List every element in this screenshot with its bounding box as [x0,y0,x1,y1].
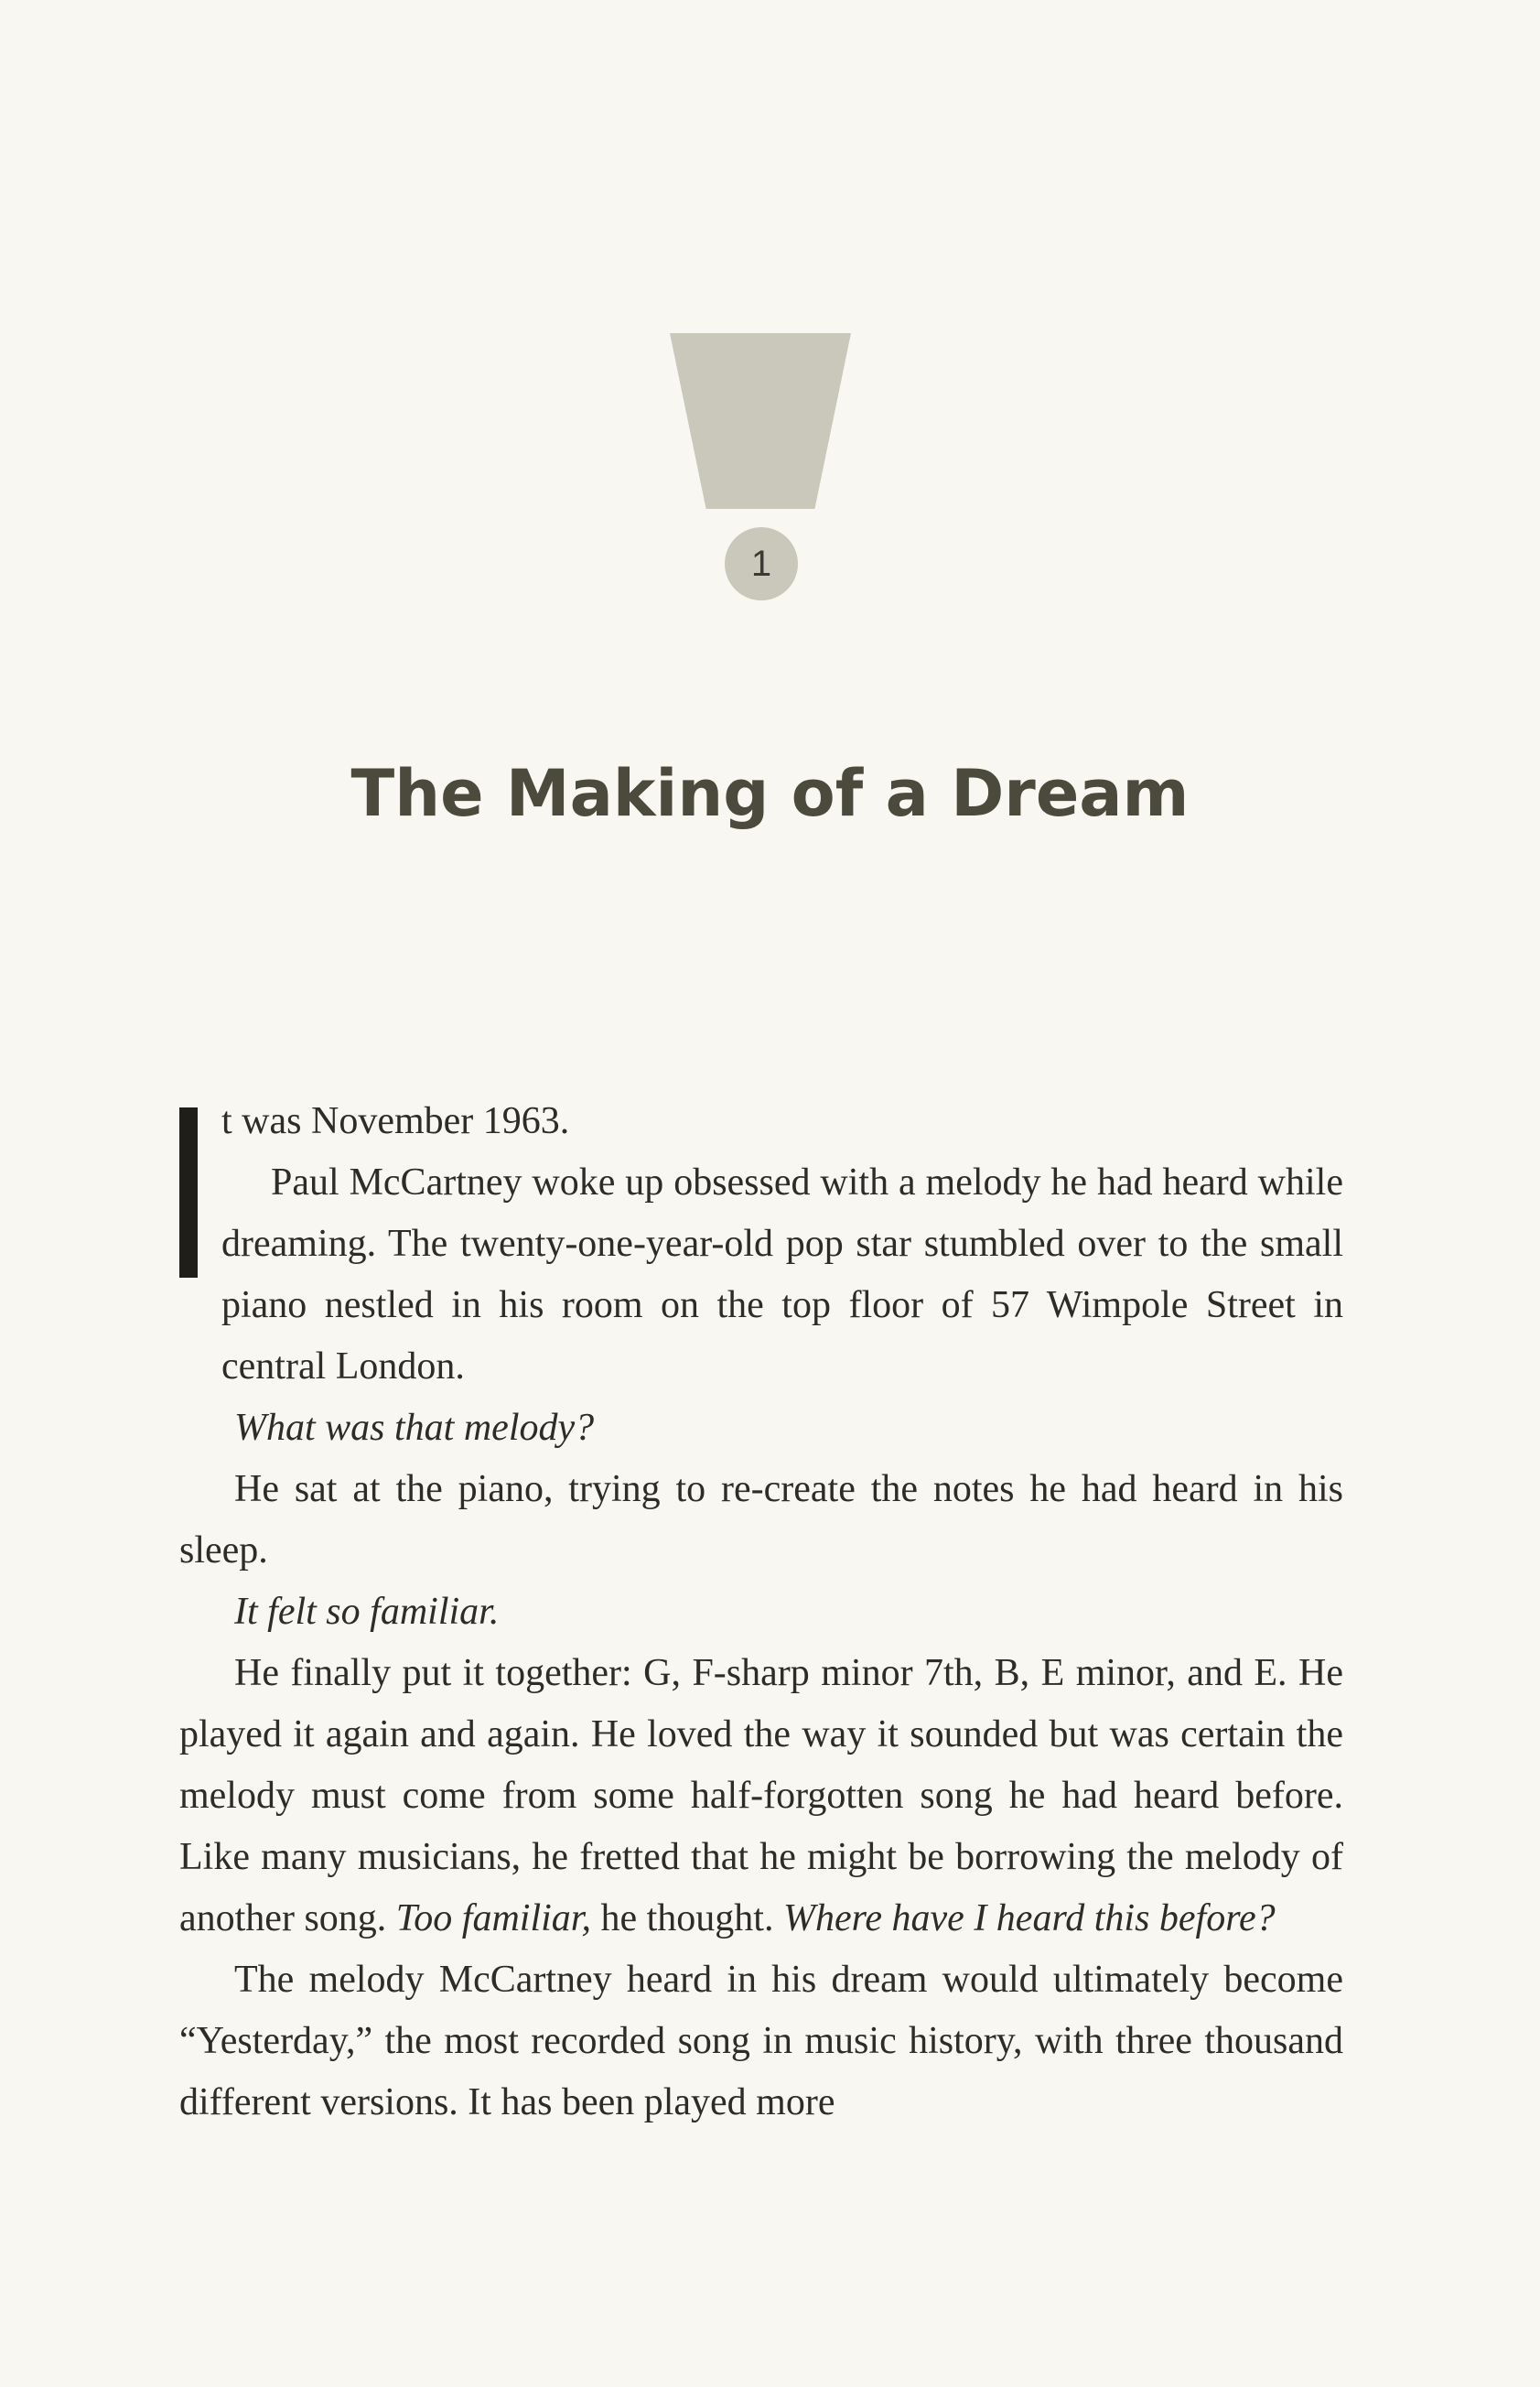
chapter-ornament-trapezoid [670,333,851,509]
drop-cap-initial [179,1107,198,1278]
body-text [179,1091,1343,2133]
paragraph-sat-at-piano: He sat at the piano, trying to re-create the notes he had heard in his sleep. [179,1468,1343,1572]
chapter-number-badge: 1 [725,527,798,600]
paragraph-yesterday: The melody McCartney heard in his dream would ultimately become “Yesterday,” the most recorded song in music history, with three thousand different versions. It has been played more [179,1959,1343,2123]
paragraph-felt-familiar: It felt so familiar. [234,1591,500,1633]
opening-line-text: t was November 1963. [221,1100,570,1142]
paragraph-put-it-together [179,1643,1343,1950]
chapter-title: The Making of a Dream [350,756,1190,831]
chapter-mark [0,0,1540,831]
opening-paragraph [179,1091,1343,1398]
too-familiar-emphasis: Too familiar, [395,1897,591,1939]
paragraph-mccartney-woke: Paul McCartney woke up obsessed with a melody he had heard while dreaming. The twenty-one-year-old pop star stumbled over to the small piano nestled in his room on the top floor of 57 Wimpole Street in central London. [221,1161,1343,1388]
where-heard-before-text: Where have I heard this before? [782,1897,1276,1939]
he-thought-text: he thought. [600,1897,774,1939]
opening-line [179,1091,1343,1152]
paragraph-put-it-together-text: He finally put it together: G, F-sharp minor 7th, B, E minor, and E. He played it again and again. He loved the way it sounded but was certain the melody must come from some half-forgotten song he had heard before. Like many musicians, he fretted that he might be borrowing the melody of another song. [179,1652,1343,1939]
paragraph-what-was-that-melody: What was that melody? [234,1407,595,1449]
